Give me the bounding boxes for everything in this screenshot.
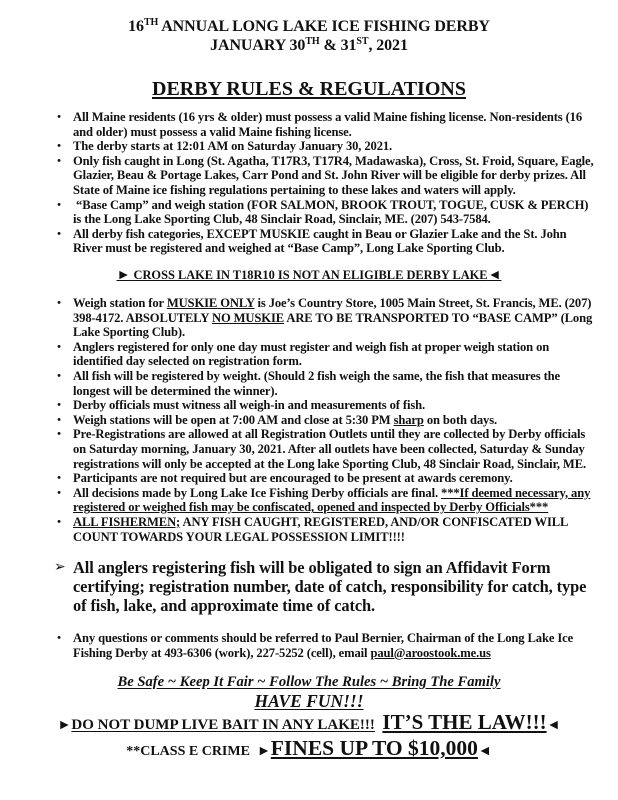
rule-text: ANY FISH CAUGHT, REGISTERED, AND/OR CONFISCATED WILL COUNT TOWARDS YOUR LEGAL POSSESSION LIMIT!!!! xyxy=(73,514,568,544)
page-heading xyxy=(0,78,618,100)
rule-item xyxy=(0,154,618,198)
bullet-icon: • xyxy=(57,140,61,153)
rule-text: Only fish caught in Long (St. Agatha, T17R3, T17R4, Madawaska), Cross, St. Froid, Square, Eagle, Glazier, Beau & Portage Lakes, Carr Pond and St. John River will be eligible for derby prizes. All State of Maine ice fishing regulations pertaining to these lakes and waters will apply. xyxy=(73,153,594,197)
all-fishermen-emphasis: ALL FISHERMEN; xyxy=(73,514,181,529)
rule-text: Weigh station for xyxy=(73,296,167,310)
email-link[interactable]: paul@aroostook.me.us xyxy=(370,645,491,660)
bullet-icon: • xyxy=(57,198,61,211)
rule-text: The derby starts at 12:01 AM on Saturday January 30, 2021. xyxy=(73,139,393,154)
bullet-icon: • xyxy=(57,111,61,123)
rule-item xyxy=(0,139,618,154)
bullet-icon: • xyxy=(57,340,61,353)
bullet-icon: • xyxy=(57,413,61,426)
rule-item xyxy=(0,110,618,139)
rule-text: Derby officials must witness all weigh-in and measurements of fish. xyxy=(73,398,426,413)
live-bait-warning xyxy=(0,710,618,738)
fines-text: FINES UP TO $10,000 xyxy=(270,736,478,760)
bullet-icon: • xyxy=(57,227,61,240)
rule-text: Participants are not required but are encouraged to be present at awards ceremony. xyxy=(73,471,513,486)
date-suffix-1: TH xyxy=(305,36,320,47)
bullet-icon: • xyxy=(57,632,61,644)
rule-item-witness xyxy=(0,398,618,413)
rule-text: All decisions made by Long Lake Ice Fishing Derby officials are final. xyxy=(73,485,442,500)
confiscation-emphasis: ***If deemed necessary, any registered or weighed fish may be confiscated, opened and inspected by Derby Officials*** xyxy=(73,485,591,515)
title-number: 16 xyxy=(128,18,144,35)
rule-text: All fish will be registered by weight. (Should 2 fish weigh the same, the fish that measures the longest will be determined the winner). xyxy=(73,368,560,398)
its-the-law-text: IT’S THE LAW!!! xyxy=(382,710,547,734)
rule-text: Anglers registered for only one day must register and weigh fish at proper weigh station on identified day selected on registration form. xyxy=(73,339,550,369)
questions-item xyxy=(0,631,618,660)
bullet-icon: • xyxy=(57,515,61,528)
bullet-icon: • xyxy=(57,428,61,441)
rule-text: Weigh stations will be open at 7:00 AM and close at 5:30 PM xyxy=(73,412,394,427)
affidavit-text: All anglers registering fish will be obligated to sign an Affidavit Form certifying; registration number, date of catch, responsibility for catch, type of fish, lake, and approximate time of catch. xyxy=(73,558,587,615)
rule-item-preregistration xyxy=(0,427,618,471)
left-pointer-icon: ◄ xyxy=(487,268,502,283)
muskie-only-emphasis: MUSKIE ONLY xyxy=(166,296,255,310)
rule-item-decisions xyxy=(0,486,618,515)
title-ordinal-suffix: TH xyxy=(143,17,159,28)
cross-lake-text: CROSS LAKE IN T18R10 IS NOT AN ELIGIBLE DERBY LAKE xyxy=(133,268,488,282)
right-pointer-icon: ► xyxy=(57,718,72,733)
rules-list-1 xyxy=(0,110,618,256)
left-pointer-icon: ◄ xyxy=(477,744,492,759)
cross-lake-notice xyxy=(0,268,618,283)
rule-item-fishermen xyxy=(0,515,618,544)
rule-item-one-day xyxy=(0,340,618,369)
bullet-icon: • xyxy=(57,154,61,167)
rule-item-muskie xyxy=(0,296,618,340)
rule-text: All derby fish categories, EXCEPT MUSKIE caught in Beau or Glazier Lake and the St. John River must be registered and weighed at “Base Camp”, Long Lake Sporting Club. xyxy=(73,226,567,256)
rule-text: is Joe’s Country Store, 1005 Main Street, St. Francis, ME. (207) 398-4172. ABSOLUTELY xyxy=(73,296,592,325)
sharp-emphasis: sharp xyxy=(393,412,424,427)
have-fun-text: HAVE FUN!!! xyxy=(254,691,364,711)
questions-text: Any questions or comments should be referred to Paul Bernier, Chairman of the Long Lake Ice Fishing Derby at 493-6306 (work), 227-5252 (cell), email xyxy=(73,631,574,660)
date-suffix-2: ST xyxy=(356,36,369,47)
class-e-crime-text: **CLASS E CRIME xyxy=(126,744,250,759)
rule-item-hours xyxy=(0,413,618,428)
title-line-2-dates xyxy=(0,37,618,55)
rule-text: ARE TO BE TRANSPORTED TO “BASE CAMP” (Long Lake Sporting Club). xyxy=(73,310,593,340)
fines-warning xyxy=(0,735,618,765)
motto-line xyxy=(0,674,618,691)
right-pointer-icon: ► xyxy=(116,268,131,283)
left-pointer-icon: ◄ xyxy=(546,718,561,733)
rule-text: Pre-Registrations are allowed at all Registration Outlets until they are collected by Derby officials on Saturday morning, January 30, 2021. After all outlets have been collected, Saturday & Sunday registrations will only be accepted at the Long lake Sporting Club, 48 Sinclair Road, Sinclair, ME. xyxy=(73,427,587,471)
heading-text: DERBY RULES & REGULATIONS xyxy=(152,78,466,100)
bullet-icon: • xyxy=(57,399,61,412)
bullet-icon: • xyxy=(57,297,61,309)
rule-item xyxy=(0,198,618,227)
motto-text: Be Safe ~ Keep It Fair ~ Follow The Rules ~ Bring The Family xyxy=(117,674,501,690)
rule-text: All Maine residents (16 yrs & older) must possess a valid Maine fishing license. Non-residents (16 and older) must possess a valid Maine fishing license. xyxy=(73,110,583,139)
rules-list-2 xyxy=(0,296,618,544)
title-text: ANNUAL LONG LAKE ICE FISHING DERBY xyxy=(158,18,490,35)
rule-item xyxy=(0,227,618,256)
date-part-c: , 2021 xyxy=(368,37,408,54)
bullet-icon: • xyxy=(57,369,61,382)
right-pointer-icon: ► xyxy=(256,744,271,759)
date-part-a: JANUARY 30 xyxy=(210,37,306,54)
rule-text: “Base Camp” and weigh station (FOR SALMON, BROOK TROUT, TOGUE, CUSK & PERCH) is the Long Lake Sporting Club, 48 Sinclair Road, Sinclair, ME. (207) 543-7584. xyxy=(73,197,589,227)
rule-item-weight xyxy=(0,369,618,398)
bullet-icon: • xyxy=(57,486,61,499)
arrowhead-bullet-icon: ➢ xyxy=(54,560,66,575)
rule-text: on both days. xyxy=(423,412,498,427)
questions-list xyxy=(0,631,618,660)
no-muskie-emphasis: NO MUSKIE xyxy=(211,310,285,325)
title-line-1 xyxy=(0,18,618,36)
rule-item-ceremony xyxy=(0,471,618,486)
have-fun-line xyxy=(0,691,618,711)
date-part-b: & 31 xyxy=(319,37,357,54)
bullet-icon: • xyxy=(57,472,61,485)
bait-warning-text: DO NOT DUMP LIVE BAIT IN ANY LAKE!!! xyxy=(71,717,375,733)
affidavit-notice xyxy=(0,558,618,615)
